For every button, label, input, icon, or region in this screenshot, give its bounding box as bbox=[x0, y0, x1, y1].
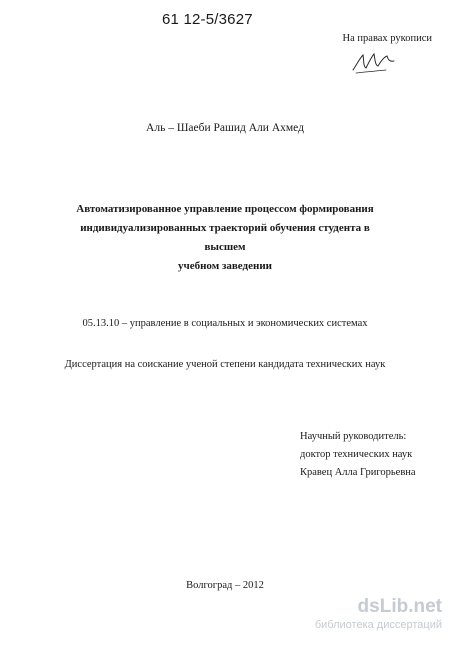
specialty-code: 05.13.10 – управление в социальных и экономических системах bbox=[82, 318, 368, 329]
author-name: Аль – Шаеби Рашид Али Ахмед bbox=[146, 122, 304, 134]
watermark-brand: dsLib.net bbox=[357, 596, 442, 617]
supervisor-rank: доктор технических наук bbox=[300, 449, 413, 460]
handwritten-signature bbox=[350, 46, 398, 76]
title-line: учебном заведении bbox=[177, 260, 272, 272]
dissertation-title bbox=[60, 200, 390, 276]
supervisor-block bbox=[300, 428, 440, 482]
catalog-number: 61 12-5/3627 bbox=[162, 11, 253, 28]
supervisor-label: Научный руководитель: bbox=[300, 431, 407, 442]
city-year: Волгоград – 2012 bbox=[186, 580, 264, 591]
watermark bbox=[300, 596, 442, 632]
title-line: индивидуализированных траекторий обучения студента в высшем bbox=[80, 222, 370, 253]
supervisor-name: Кравец Алла Григорьевна bbox=[300, 467, 416, 478]
degree-statement: Диссертация на соискание ученой степени кандидата технических наук bbox=[64, 359, 386, 370]
title-line: Автоматизированное управление процессом формирования bbox=[76, 203, 374, 215]
watermark-subtitle: библиотека диссертаций bbox=[314, 619, 442, 631]
manuscript-rights-label: На правах рукописи bbox=[342, 33, 432, 44]
